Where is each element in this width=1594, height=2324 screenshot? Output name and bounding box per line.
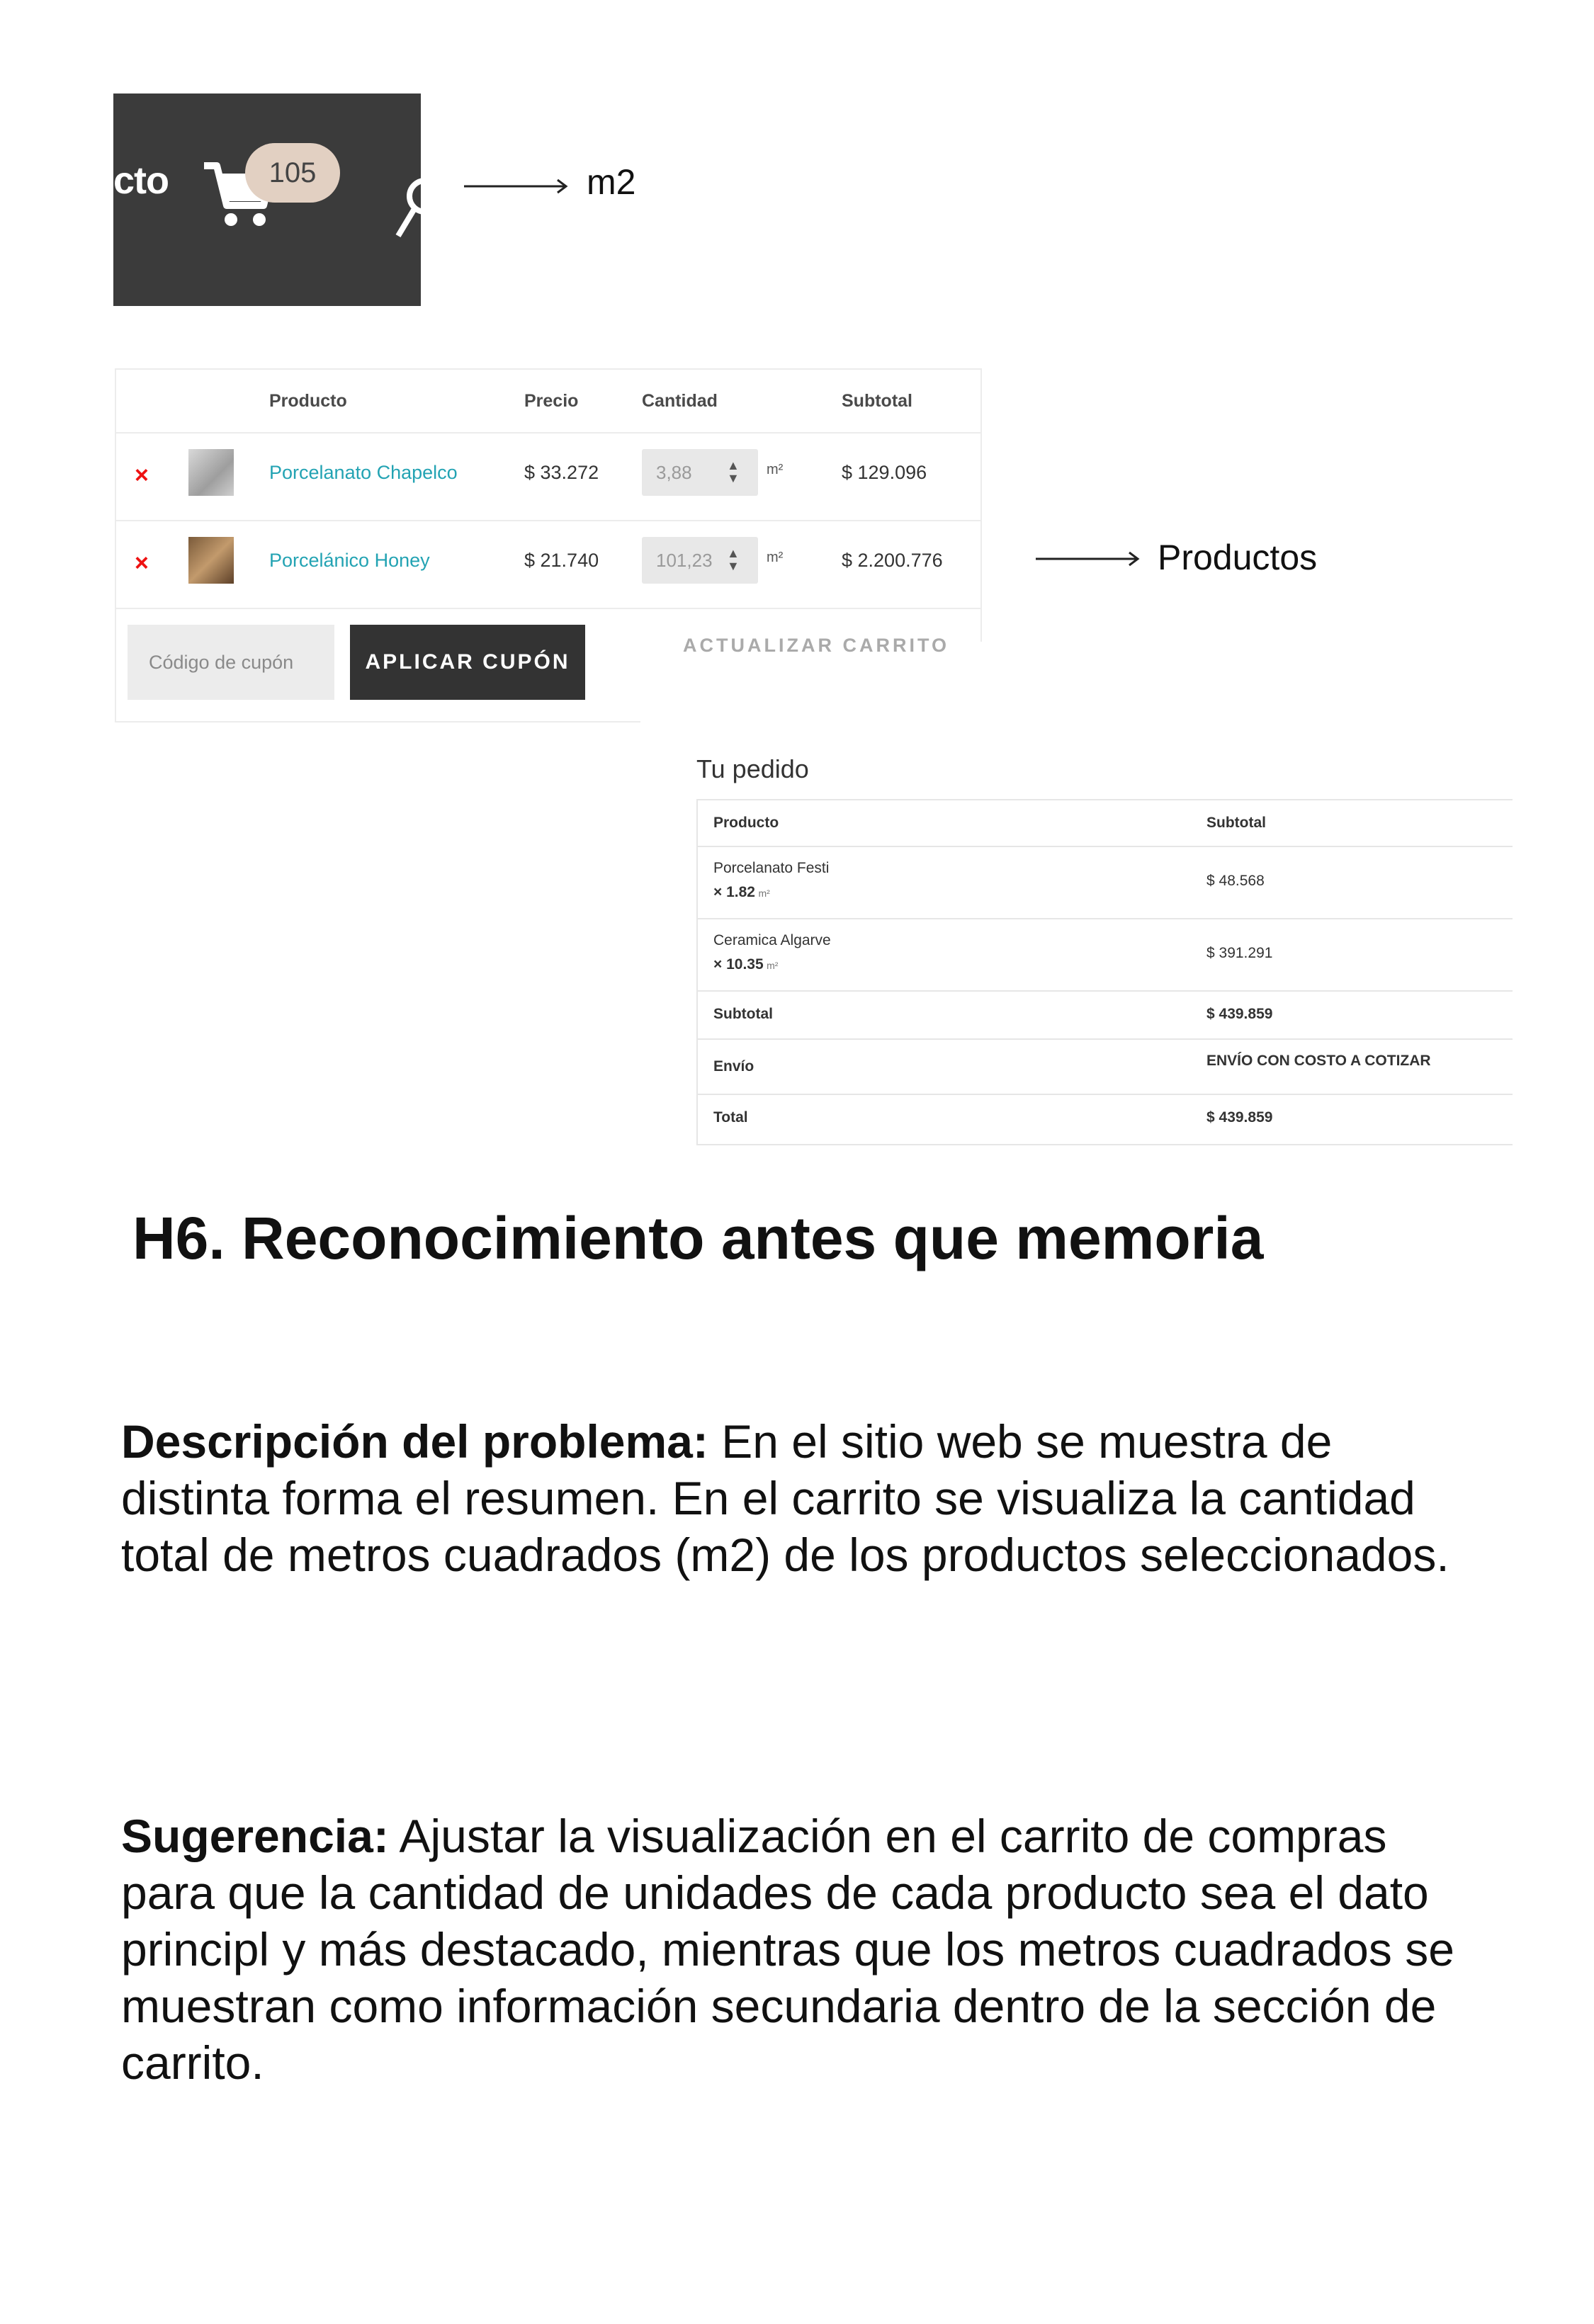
- order-item-name: Porcelanato Festi: [713, 860, 830, 876]
- col-subtotal: Subtotal: [842, 391, 912, 411]
- order-item-qty: [713, 956, 778, 973]
- spinner-icon[interactable]: ▲ ▼: [727, 546, 740, 573]
- divider: [116, 432, 980, 433]
- order-shipping-value: ENVÍO CON COSTO A COTIZAR: [1206, 1053, 1431, 1069]
- order-total-value: $ 439.859: [1206, 1109, 1273, 1126]
- order-item-qty-value: × 10.35: [713, 956, 764, 973]
- col-quantity: Cantidad: [642, 391, 718, 411]
- divider: [698, 1038, 1513, 1040]
- order-shipping-label: Envío: [713, 1058, 754, 1075]
- product-thumbnail[interactable]: [188, 449, 234, 496]
- annotation-productos: Productos: [1158, 538, 1318, 577]
- col-product: Producto: [269, 391, 347, 411]
- order-item-unit: m²: [767, 960, 779, 971]
- order-item-name: Ceramica Algarve: [713, 932, 831, 948]
- quantity-input[interactable]: [642, 537, 758, 584]
- unit-label: m²: [767, 462, 784, 477]
- quantity-value: 3,88: [656, 462, 692, 483]
- order-item-subtotal: $ 48.568: [1206, 873, 1265, 889]
- problem-text: En el sitio web se muestra de distinta forma el resumen. En el carrito se visualiza la cantidad total de metros cuadrados (m2) de los productos seleccionados.: [121, 1415, 1449, 1581]
- order-summary-table: [696, 799, 1513, 1145]
- unit-label: m²: [767, 550, 784, 565]
- order-item-subtotal: $ 391.291: [1206, 945, 1273, 961]
- divider: [116, 520, 980, 521]
- order-subtotal-value: $ 439.859: [1206, 1006, 1273, 1022]
- product-thumbnail[interactable]: [188, 537, 234, 584]
- header-crop: [113, 93, 421, 306]
- order-title: Tu pedido: [696, 754, 809, 783]
- suggestion-paragraph: [121, 1808, 1488, 2091]
- order-item-unit: m²: [758, 888, 770, 899]
- annotation-m2: m2: [587, 162, 636, 202]
- order-col-product: Producto: [713, 815, 779, 831]
- cart-count-badge: 105: [245, 143, 340, 203]
- problem-label: Descripción del problema:: [121, 1415, 708, 1468]
- divider: [698, 990, 1513, 992]
- apply-coupon-button[interactable]: APLICAR CUPÓN: [350, 625, 585, 700]
- product-price: $ 33.272: [524, 462, 599, 483]
- coupon-input[interactable]: Código de cupón: [128, 625, 334, 700]
- divider: [698, 1094, 1513, 1095]
- product-link[interactable]: Porcelánico Honey: [269, 550, 430, 571]
- problem-paragraph: [121, 1413, 1488, 1583]
- product-link[interactable]: Porcelanato Chapelco: [269, 462, 458, 483]
- spinner-icon[interactable]: ▲ ▼: [727, 458, 740, 485]
- quantity-value: 101,23: [656, 550, 713, 571]
- divider: [116, 608, 980, 609]
- remove-icon[interactable]: ×: [135, 550, 149, 577]
- search-icon[interactable]: [395, 168, 421, 246]
- divider: [698, 918, 1513, 919]
- order-total-label: Total: [713, 1109, 748, 1126]
- page-heading: H6. Reconocimiento antes que memoria: [132, 1205, 1264, 1271]
- divider: [698, 846, 1513, 847]
- arrow-right-icon: [1036, 548, 1142, 569]
- order-item-qty-value: × 1.82: [713, 884, 755, 900]
- order-subtotal-label: Subtotal: [713, 1006, 773, 1022]
- suggestion-label: Sugerencia:: [121, 1810, 389, 1862]
- product-subtotal: $ 129.096: [842, 462, 927, 483]
- quantity-input[interactable]: [642, 449, 758, 496]
- cart-table: [115, 368, 982, 722]
- header-partial-label: cto: [113, 159, 169, 202]
- product-subtotal: $ 2.200.776: [842, 550, 943, 571]
- remove-icon[interactable]: ×: [135, 462, 149, 489]
- arrow-right-icon: [464, 176, 570, 197]
- suggestion-text: Ajustar la visualización en el carrito de compras para que la cantidad de unidades de cada producto sea el dato principl y más destacado, mientras que los metros cuadrados se muestran como información secundaria dentro de la sección de carrito.: [121, 1810, 1454, 2089]
- update-cart-button[interactable]: ACTUALIZAR CARRITO: [683, 635, 949, 656]
- order-item-qty: [713, 884, 770, 901]
- product-price: $ 21.740: [524, 550, 599, 571]
- col-price: Precio: [524, 391, 579, 411]
- order-col-subtotal: Subtotal: [1206, 815, 1266, 831]
